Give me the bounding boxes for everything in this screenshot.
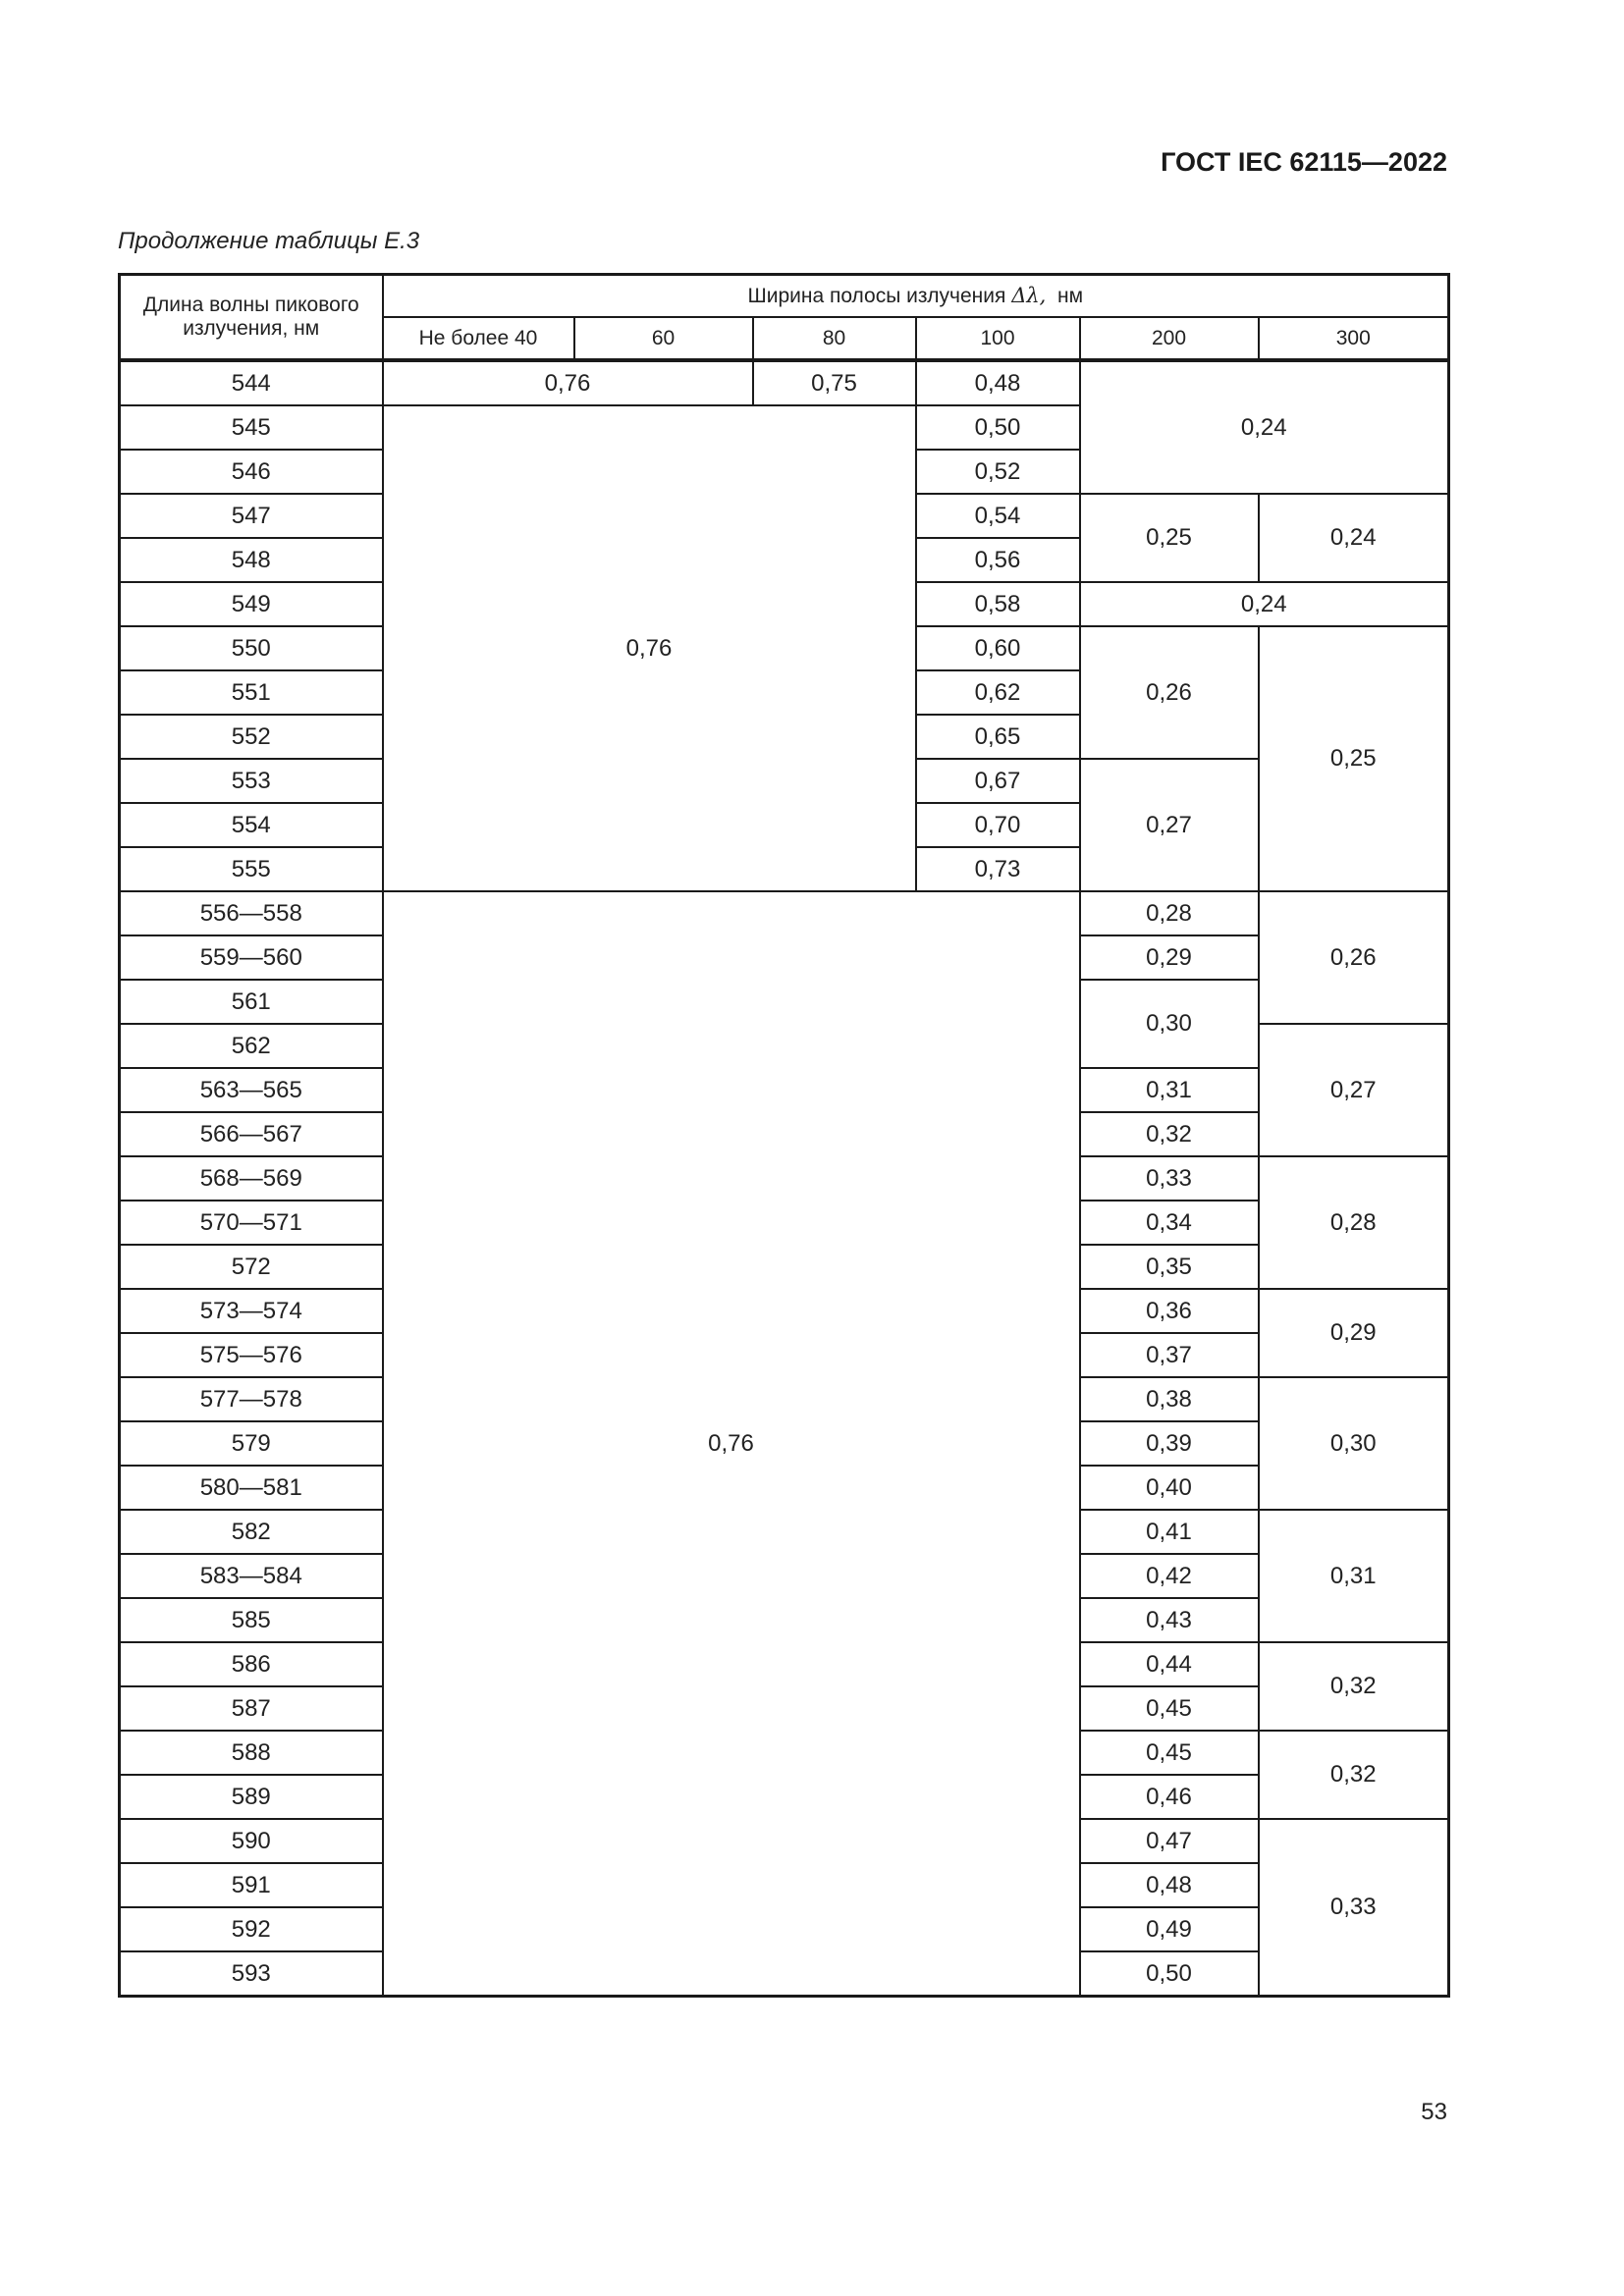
value-cell: 0,30 (1259, 1377, 1449, 1510)
wavelength-cell: 546 (120, 450, 383, 494)
value-cell-merged: 0,76 (383, 405, 916, 891)
value-cell: 0,48 (916, 360, 1080, 405)
wavelength-cell: 587 (120, 1686, 383, 1731)
value-cell: 0,54 (916, 494, 1080, 538)
wavelength-cell: 570—571 (120, 1201, 383, 1245)
wavelength-cell: 582 (120, 1510, 383, 1554)
value-cell: 0,28 (1080, 891, 1259, 935)
wavelength-cell: 593 (120, 1951, 383, 1997)
value-cell: 0,29 (1080, 935, 1259, 980)
value-cell: 0,38 (1080, 1377, 1259, 1421)
value-cell: 0,44 (1080, 1642, 1259, 1686)
value-cell: 0,36 (1080, 1289, 1259, 1333)
data-table (118, 273, 1450, 1998)
value-cell: 0,52 (916, 450, 1080, 494)
value-cell: 0,32 (1259, 1731, 1449, 1819)
value-cell: 0,28 (1259, 1156, 1449, 1289)
wavelength-cell: 551 (120, 670, 383, 715)
value-cell: 0,27 (1080, 759, 1259, 891)
value-cell: 0,58 (916, 582, 1080, 626)
wavelength-cell: 577—578 (120, 1377, 383, 1421)
value-cell: 0,48 (1080, 1863, 1259, 1907)
wavelength-cell: 544 (120, 360, 383, 405)
wavelength-cell: 575—576 (120, 1333, 383, 1377)
value-cell: 0,32 (1259, 1642, 1449, 1731)
value-cell: 0,26 (1259, 891, 1449, 1024)
wavelength-cell: 586 (120, 1642, 383, 1686)
value-cell: 0,43 (1080, 1598, 1259, 1642)
value-cell: 0,60 (916, 626, 1080, 670)
value-cell: 0,41 (1080, 1510, 1259, 1554)
value-cell: 0,49 (1080, 1907, 1259, 1951)
wavelength-cell: 592 (120, 1907, 383, 1951)
value-cell: 0,26 (1080, 626, 1259, 759)
page-number: 53 (1421, 2099, 1447, 2125)
value-cell: 0,46 (1080, 1775, 1259, 1819)
subheader-100: 100 (916, 317, 1080, 360)
value-cell: 0,31 (1080, 1068, 1259, 1112)
subheader-40: Не более 40 (383, 317, 574, 360)
value-cell: 0,25 (1259, 626, 1449, 891)
wavelength-cell: 561 (120, 980, 383, 1024)
wavelength-cell: 566—567 (120, 1112, 383, 1156)
value-cell: 0,73 (916, 847, 1080, 891)
wavelength-cell: 572 (120, 1245, 383, 1289)
value-cell: 0,42 (1080, 1554, 1259, 1598)
wavelength-cell: 591 (120, 1863, 383, 1907)
value-cell: 0,70 (916, 803, 1080, 847)
value-cell: 0,40 (1080, 1466, 1259, 1510)
wavelength-cell: 549 (120, 582, 383, 626)
value-cell: 0,25 (1080, 494, 1259, 582)
value-cell: 0,33 (1259, 1819, 1449, 1997)
wavelength-cell: 562 (120, 1024, 383, 1068)
header-bandwidth (383, 275, 1449, 318)
value-cell: 0,50 (1080, 1951, 1259, 1997)
value-cell: 0,24 (1080, 360, 1449, 494)
lambda-symbol: Δλ, (1011, 284, 1047, 307)
value-cell: 0,24 (1259, 494, 1449, 582)
wavelength-cell: 545 (120, 405, 383, 450)
wavelength-cell: 554 (120, 803, 383, 847)
table-caption: Продолжение таблицы Е.3 (118, 228, 420, 254)
value-cell: 0,34 (1080, 1201, 1259, 1245)
header-bandwidth-label: Ширина полосы излучения (747, 285, 1006, 307)
header-bandwidth-unit: нм (1057, 285, 1084, 307)
wavelength-cell: 580—581 (120, 1466, 383, 1510)
wavelength-cell: 573—574 (120, 1289, 383, 1333)
header-wavelength: Длина волны пикового излучения, нм (120, 275, 383, 361)
wavelength-cell: 568—569 (120, 1156, 383, 1201)
value-cell: 0,32 (1080, 1112, 1259, 1156)
value-cell: 0,67 (916, 759, 1080, 803)
value-cell: 0,62 (916, 670, 1080, 715)
wavelength-cell: 583—584 (120, 1554, 383, 1598)
value-cell: 0,39 (1080, 1421, 1259, 1466)
document-code: ГОСТ IEC 62115—2022 (1161, 147, 1447, 177)
wavelength-cell: 559—560 (120, 935, 383, 980)
value-cell: 0,56 (916, 538, 1080, 582)
wavelength-cell: 550 (120, 626, 383, 670)
value-cell: 0,27 (1259, 1024, 1449, 1156)
value-cell: 0,76 (383, 360, 753, 405)
subheader-60: 60 (574, 317, 753, 360)
wavelength-cell: 589 (120, 1775, 383, 1819)
value-cell: 0,50 (916, 405, 1080, 450)
subheader-200: 200 (1080, 317, 1259, 360)
wavelength-cell: 563—565 (120, 1068, 383, 1112)
value-cell: 0,75 (753, 360, 916, 405)
value-cell: 0,24 (1080, 582, 1449, 626)
value-cell: 0,30 (1080, 980, 1259, 1068)
value-cell: 0,37 (1080, 1333, 1259, 1377)
wavelength-cell: 548 (120, 538, 383, 582)
wavelength-cell: 552 (120, 715, 383, 759)
value-cell: 0,47 (1080, 1819, 1259, 1863)
table-row (120, 891, 1449, 935)
value-cell: 0,33 (1080, 1156, 1259, 1201)
value-cell-merged: 0,76 (383, 891, 1080, 1997)
wavelength-cell: 556—558 (120, 891, 383, 935)
wavelength-cell: 553 (120, 759, 383, 803)
subheader-80: 80 (753, 317, 916, 360)
value-cell: 0,29 (1259, 1289, 1449, 1377)
value-cell: 0,45 (1080, 1686, 1259, 1731)
subheader-300: 300 (1259, 317, 1449, 360)
wavelength-cell: 555 (120, 847, 383, 891)
wavelength-cell: 588 (120, 1731, 383, 1775)
wavelength-cell: 590 (120, 1819, 383, 1863)
value-cell: 0,35 (1080, 1245, 1259, 1289)
value-cell: 0,65 (916, 715, 1080, 759)
table-row (120, 360, 1449, 405)
wavelength-cell: 579 (120, 1421, 383, 1466)
wavelength-cell: 585 (120, 1598, 383, 1642)
value-cell: 0,31 (1259, 1510, 1449, 1642)
value-cell: 0,45 (1080, 1731, 1259, 1775)
wavelength-cell: 547 (120, 494, 383, 538)
